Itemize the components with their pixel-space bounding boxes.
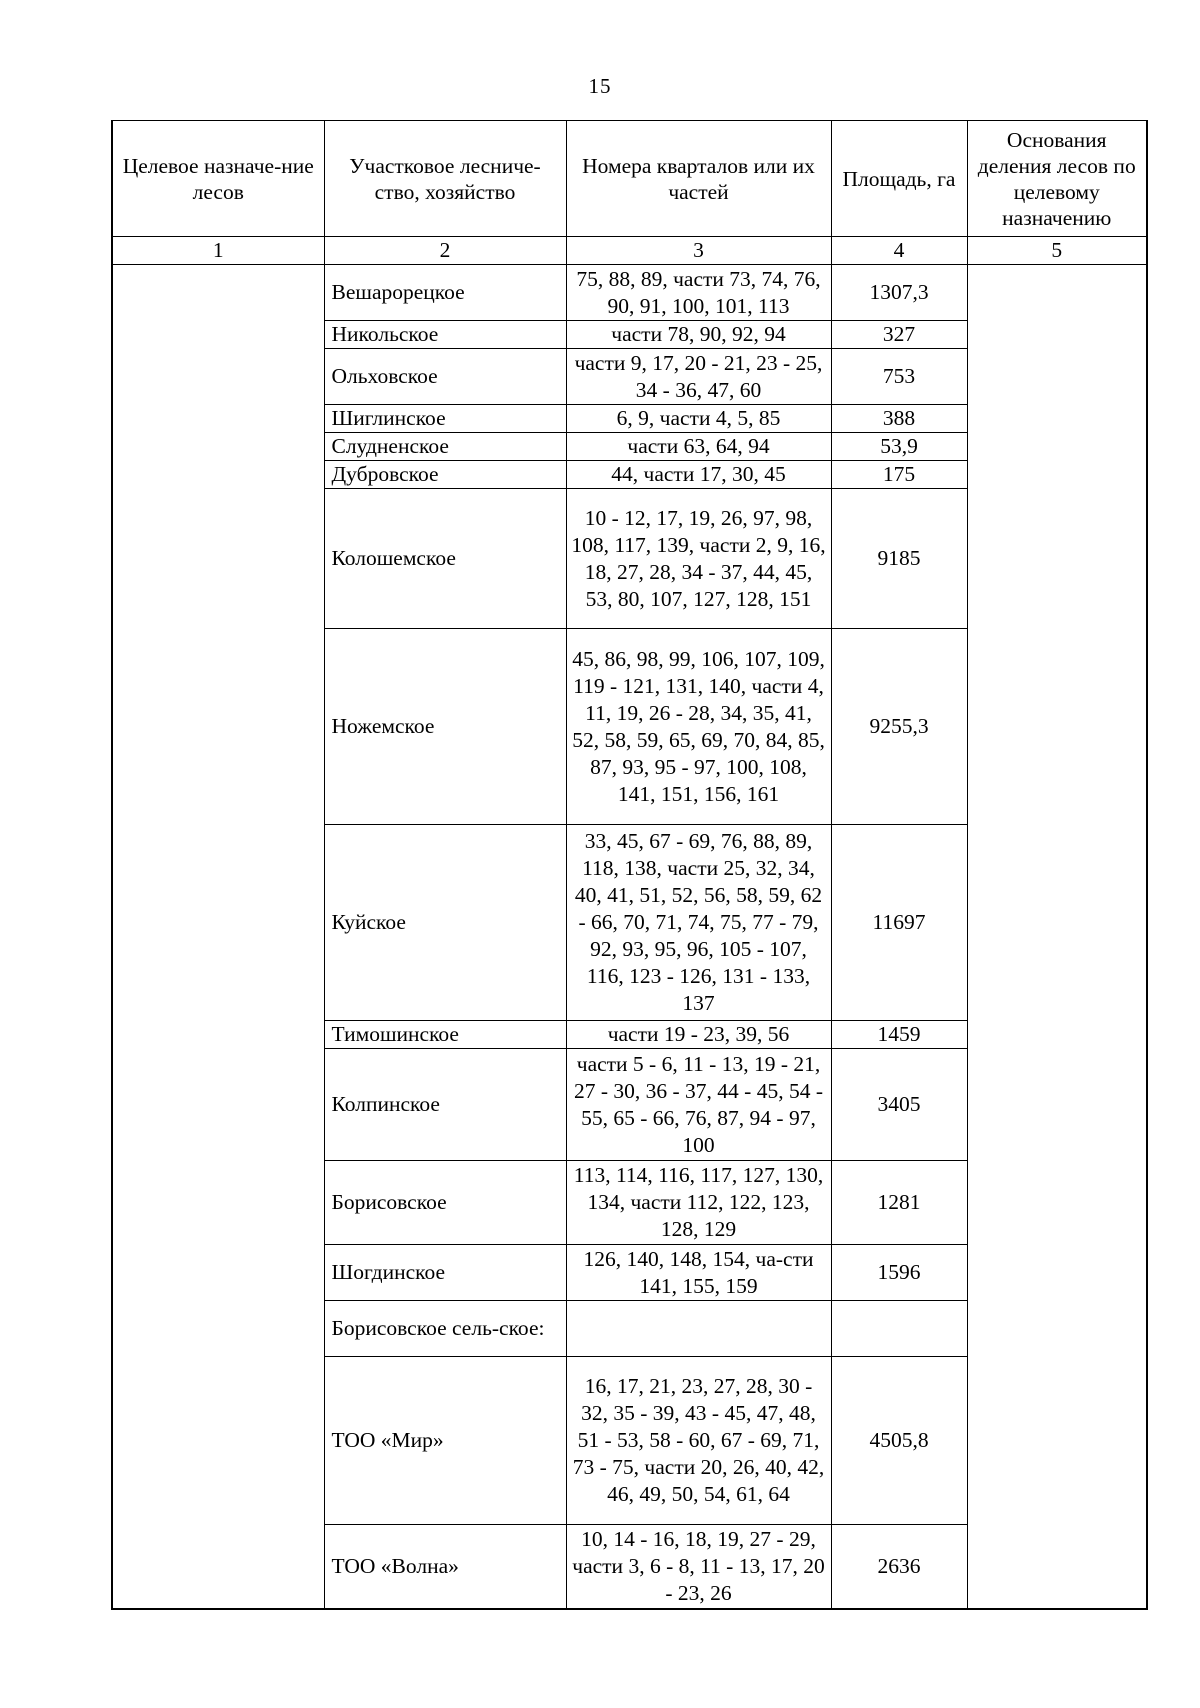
quarters-cell: 16, 17, 21, 23, 27, 28, 30 - 32, 35 - 39, 43 - 45, 47, 48, 51 - 53, 58 - 60, 67 - 69, 71, 73 - 75, части 20, 26, 40, 42, 46, 49, 50, 54, 61, 64 — [566, 1357, 831, 1525]
forestry-name: ТОО «Мир» — [324, 1357, 566, 1525]
forestry-name: Дубровское — [324, 461, 566, 489]
quarters-cell: 10, 14 - 16, 18, 19, 27 - 29, части 3, 6 - 8, 11 - 13, 17, 20 - 23, 26 — [566, 1525, 831, 1609]
area-cell — [831, 1301, 967, 1357]
area-cell: 175 — [831, 461, 967, 489]
forestry-name: Вешарорецкое — [324, 265, 566, 321]
forestry-name: Борисовское — [324, 1161, 566, 1245]
forestry-name: Борисовское сель-ское: — [324, 1301, 566, 1357]
area-cell: 753 — [831, 349, 967, 405]
quarters-cell: 113, 114, 116, 117, 127, 130, 134, части 112, 122, 123, 128, 129 — [566, 1161, 831, 1245]
forestry-name: Куйское — [324, 825, 566, 1021]
quarters-cell — [566, 1301, 831, 1357]
quarters-cell: 126, 140, 148, 154, ча-сти 141, 155, 159 — [566, 1245, 831, 1301]
area-cell: 1596 — [831, 1245, 967, 1301]
column-number: 3 — [566, 237, 831, 265]
area-cell: 4505,8 — [831, 1357, 967, 1525]
column-number: 2 — [324, 237, 566, 265]
column-number: 5 — [967, 237, 1147, 265]
column-number: 1 — [112, 237, 324, 265]
area-cell: 1281 — [831, 1161, 967, 1245]
header-area: Площадь, га — [831, 121, 967, 237]
forestry-name: Тимошинское — [324, 1021, 566, 1049]
forestry-name: Никольское — [324, 321, 566, 349]
quarters-cell: части 5 - 6, 11 - 13, 19 - 21, 27 - 30, 36 - 37, 44 - 45, 54 - 55, 65 - 66, 76, 87, 94 - 97, 100 — [566, 1049, 831, 1161]
area-cell: 327 — [831, 321, 967, 349]
forestry-name: Ольховское — [324, 349, 566, 405]
header-purpose: Целевое назначе-ние лесов — [112, 121, 324, 237]
page-number: 15 — [588, 74, 612, 98]
area-cell: 388 — [831, 405, 967, 433]
quarters-cell: части 78, 90, 92, 94 — [566, 321, 831, 349]
header-basis: Основания деления лесов по целевому назначению — [967, 121, 1147, 237]
forestry-name: Шиглинское — [324, 405, 566, 433]
area-cell: 9255,3 — [831, 629, 967, 825]
quarters-cell: части 19 - 23, 39, 56 — [566, 1021, 831, 1049]
quarters-cell: 45, 86, 98, 99, 106, 107, 109, 119 - 121, 131, 140, части 4, 11, 19, 26 - 28, 34, 35, 41, 52, 58, 59, 65, 69, 70, 84, 85, 87, 93, 95 - 97, 100, 108, 141, 151, 156, 161 — [566, 629, 831, 825]
area-cell: 11697 — [831, 825, 967, 1021]
quarters-cell: 75, 88, 89, части 73, 74, 76, 90, 91, 100, 101, 113 — [566, 265, 831, 321]
header-forestry: Участковое лесниче-ство, хозяйство — [324, 121, 566, 237]
quarters-cell: части 9, 17, 20 - 21, 23 - 25, 34 - 36, 47, 60 — [566, 349, 831, 405]
forestry-name: Колошемское — [324, 489, 566, 629]
forestry-name: Слудненское — [324, 433, 566, 461]
area-cell: 3405 — [831, 1049, 967, 1161]
forestry-name: Колпинское — [324, 1049, 566, 1161]
area-cell: 2636 — [831, 1525, 967, 1609]
area-cell: 1459 — [831, 1021, 967, 1049]
quarters-cell: 6, 9, части 4, 5, 85 — [566, 405, 831, 433]
column-number: 4 — [831, 237, 967, 265]
forest-division-table — [111, 120, 1148, 1610]
table-row — [112, 265, 1147, 321]
area-cell: 9185 — [831, 489, 967, 629]
forestry-name: ТОО «Волна» — [324, 1525, 566, 1609]
quarters-cell: 10 - 12, 17, 19, 26, 97, 98, 108, 117, 139, части 2, 9, 16, 18, 27, 28, 34 - 37, 44, 45, 53, 80, 107, 127, 128, 151 — [566, 489, 831, 629]
purpose-cell — [112, 265, 324, 1609]
forestry-name: Ножемское — [324, 629, 566, 825]
table-header-row — [112, 121, 1147, 237]
column-number-row — [112, 237, 1147, 265]
header-quarters: Номера кварталов или их частей — [566, 121, 831, 237]
basis-cell — [967, 265, 1147, 1609]
quarters-cell: части 63, 64, 94 — [566, 433, 831, 461]
area-cell: 1307,3 — [831, 265, 967, 321]
quarters-cell: 33, 45, 67 - 69, 76, 88, 89, 118, 138, части 25, 32, 34, 40, 41, 51, 52, 56, 58, 59, 62 - 66, 70, 71, 74, 75, 77 - 79, 92, 93, 95, 96, 105 - 107, 116, 123 - 126, 131 - 133, 137 — [566, 825, 831, 1021]
quarters-cell: 44, части 17, 30, 45 — [566, 461, 831, 489]
area-cell: 53,9 — [831, 433, 967, 461]
forestry-name: Шогдинское — [324, 1245, 566, 1301]
